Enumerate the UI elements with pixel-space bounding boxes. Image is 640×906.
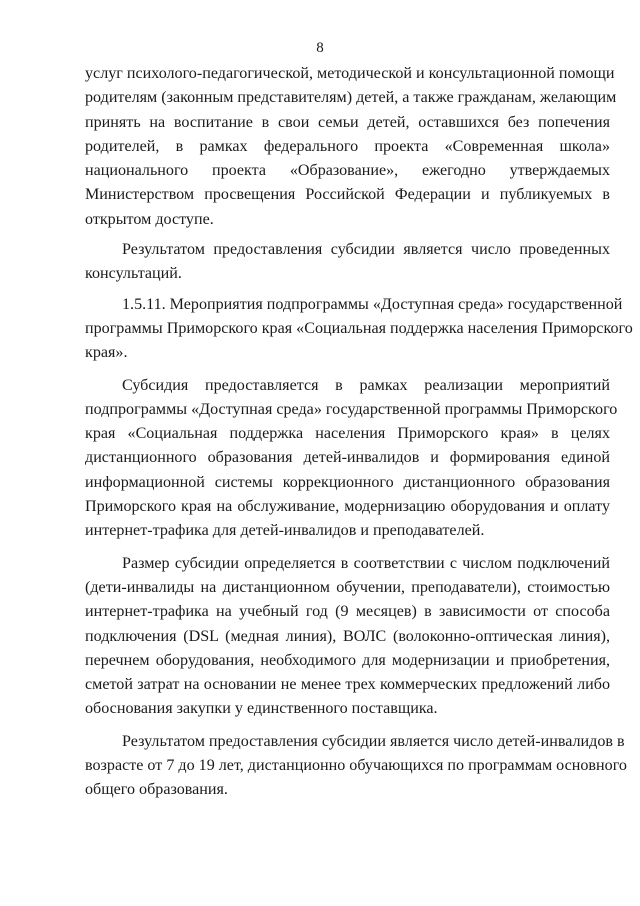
text-line: принять на воспитание в свои семьи детей, оставшихся без попечения	[85, 113, 610, 131]
paragraph-subsidy-provided	[85, 374, 618, 544]
text-line: Результатом предоставления субсидии является число детей-инвалидов в	[122, 732, 625, 750]
text-line: подключения (DSL (медная линия), ВОЛС (волоконно-оптическая линия),	[85, 627, 610, 645]
paragraph-section-1-5-11	[85, 293, 633, 366]
text-line: информационной системы коррекционного дистанционного образования	[85, 473, 610, 491]
text-line: интернет-трафика для детей-инвалидов и преподавателей.	[85, 522, 485, 540]
paragraph-services	[85, 62, 617, 232]
text-line: родителям (законным представителям) детей, а также гражданам, желающим	[85, 89, 617, 107]
text-line: общего образования.	[85, 781, 228, 799]
paragraph-result-consultations	[85, 238, 610, 287]
text-line: Приморского края на обслуживание, модернизацию оборудования и оплату	[85, 498, 610, 516]
text-line: перечнем оборудования, необходимого для модернизации и приобретения,	[85, 651, 610, 669]
text-line: 1.5.11. Мероприятия подпрограммы «Доступная среда» государственной	[122, 295, 623, 313]
text-line: края».	[85, 344, 128, 362]
text-line: края «Социальная поддержка населения Приморского края» в целях	[85, 425, 610, 443]
text-line: открытом доступе.	[85, 210, 214, 228]
text-line: программы Приморского края «Социальная поддержка населения Приморского	[85, 319, 633, 337]
text-line: интернет-трафика на учебный год (9 месяцев) в зависимости от способа	[85, 603, 610, 621]
text-line: услуг психолого-педагогической, методической и консультационной помощи	[85, 65, 615, 82]
text-line: обоснования закупки у единственного поставщика.	[85, 700, 438, 718]
text-line: Результатом предоставления субсидии является число проведенных	[122, 241, 610, 259]
text-line: родителей, в рамках федерального проекта «Современная школа»	[85, 137, 610, 155]
text-line: национального проекта «Образование», ежегодно утверждаемых	[85, 162, 610, 180]
text-line: подпрограммы «Доступная среда» государственной программы Приморского	[85, 400, 618, 418]
page-number: 8	[316, 40, 324, 56]
text-line: (дети-инвалиды на дистанционном обучении, преподаватели), стоимостью	[85, 578, 610, 596]
text-line: Субсидия предоставляется в рамках реализации мероприятий	[122, 376, 610, 394]
paragraph-subsidy-size	[85, 552, 610, 722]
document-body	[85, 62, 633, 803]
text-line: сметой затрат на основании не менее трех коммерческих предложений либо	[85, 676, 610, 694]
paragraph-result-children	[85, 730, 627, 803]
text-line: консультаций.	[85, 265, 182, 283]
text-line: Размер субсидии определяется в соответствии с числом подключений	[122, 554, 610, 572]
text-line: возрасте от 7 до 19 лет, дистанционно обучающихся по программам основного	[85, 757, 627, 775]
text-line: Министерством просвещения Российской Федерации и публикуемых в	[85, 186, 610, 204]
text-line: дистанционного образования детей-инвалидов и формирования единой	[85, 449, 610, 467]
